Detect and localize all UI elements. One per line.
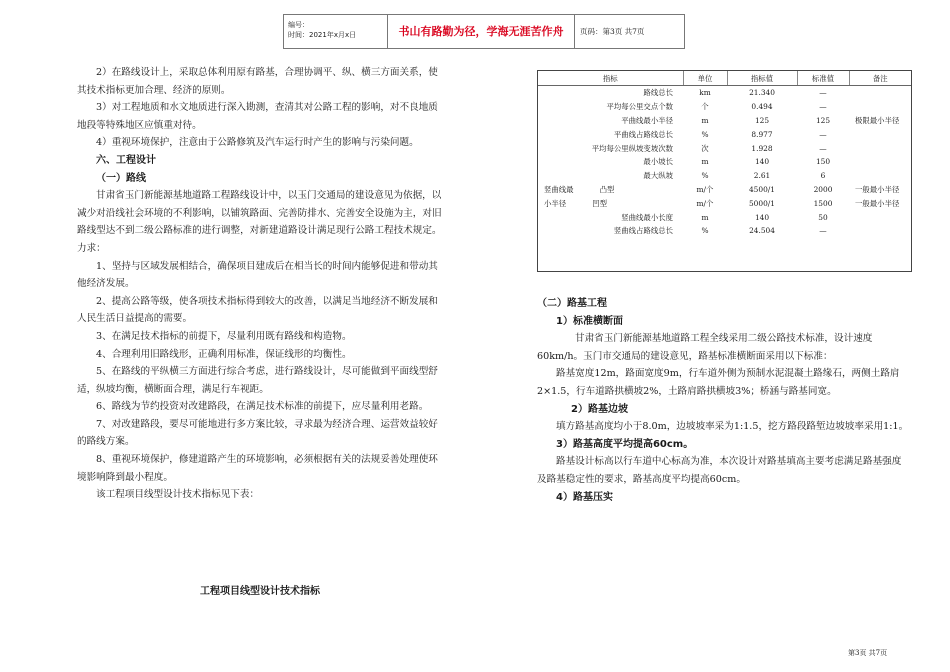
footer-page-number: 第3页 共7页: [848, 649, 888, 657]
paragraph: 5、在路线的平纵横三方面进行综合考虑，进行路线设计，尽可能做到平面线型舒适，纵坡均衡，横断面合理，满足行车视距。: [77, 366, 438, 395]
paragraph: 路基设计标高以行车道中心标高为准，本次设计对路基填高主要考虑满足路基强度及路基稳定性的要求，路基高度平均提高60cm。: [537, 456, 902, 485]
header-meta: [284, 15, 388, 48]
item-heading: 4）路基压实: [556, 491, 613, 503]
cell-value: 4500/1: [748, 184, 775, 194]
cell-value: 125: [754, 115, 770, 125]
spec-table: [537, 70, 912, 272]
cell-note: [849, 155, 911, 169]
cell-indicator: 路线总长: [643, 88, 673, 98]
paragraph: 该工程项目线型设计技术指标见下表：: [96, 489, 260, 501]
table-title: 工程项目线型设计技术指标: [200, 586, 320, 597]
table-row: [538, 210, 911, 224]
cell-unit: m/个: [696, 198, 714, 208]
item-heading: 2）路基边坡: [571, 403, 628, 415]
cell-note: [849, 224, 911, 238]
cell-indicator-sub: 凸型: [599, 184, 615, 194]
cell-standard: —: [819, 143, 827, 153]
cell-value: 2.61: [753, 171, 771, 181]
cell-value: 140: [754, 157, 770, 167]
header-time-label: 时间：2021年x月x日: [288, 31, 357, 39]
header-page-label: 页码：第3页 共7页: [580, 27, 645, 36]
table-row: [538, 86, 911, 100]
paragraph: 1、坚持与区域发展相结合，确保项目建成后在相当长的时间内能够促进和带动其他经济发展。: [77, 260, 438, 290]
cell-unit: %: [701, 226, 709, 236]
table-row: [538, 155, 911, 169]
paragraph: 3、在满足技术指标的前提下，尽量利用既有路线和构造物。: [96, 330, 352, 342]
table-row: [538, 100, 911, 114]
item-heading: 1）标准横断面: [556, 315, 623, 327]
cell-indicator: 平曲线占路线总长: [613, 129, 673, 139]
column-header: 标准值: [797, 71, 849, 86]
cell-standard: —: [819, 88, 827, 98]
cell-note: [849, 86, 911, 100]
header-number-label: 编号：: [288, 21, 309, 29]
cell-note: 一般最小半径: [855, 198, 900, 208]
subsection-heading: （一）路线: [96, 172, 146, 184]
column-header: 指标值: [727, 71, 797, 86]
cell-note: 一般最小半径: [855, 184, 900, 194]
table-row: [538, 169, 911, 183]
cell-note: [849, 210, 911, 224]
cell-note: [849, 141, 911, 155]
cell-indicator-main: 竖曲线最: [544, 184, 574, 194]
item-heading: 3）路基高度平均提高60cm。: [556, 438, 694, 450]
paragraph: 填方路基高度均小于8.0m，边坡坡率采为1:1.5，挖方路段路堑边坡坡率采用1:1。: [556, 421, 909, 433]
paragraph: 甘肃省玉门新能源基地道路工程全线采用二级公路技术标准，设计速度60km/h。玉门市交通局的建设意见，路基标准横断面采用以下标准：: [537, 333, 873, 362]
cell-unit: 个: [701, 102, 709, 112]
paragraph: 2）在路线设计上，采取总体利用原有路基，合理协调平、纵、横三方面关系，使其技术指标更加合理、经济的原则。: [77, 67, 438, 96]
column-header: 备注: [849, 71, 911, 86]
cell-indicator: 竖曲线最小长度: [621, 212, 673, 222]
cell-unit: km: [699, 88, 711, 98]
right-column: [537, 295, 910, 506]
cell-value: 140: [754, 212, 770, 222]
cell-indicator: 竖曲线占路线总长: [613, 226, 673, 236]
cell-unit: m: [701, 115, 709, 125]
cell-value: 0.494: [751, 102, 773, 112]
subsection-heading: （二）路基工程: [537, 298, 607, 309]
table-row: [538, 196, 911, 210]
cell-indicator-main: 小半径: [544, 198, 567, 208]
cell-unit: 次: [701, 143, 709, 153]
cell-indicator: 最小坡长: [643, 157, 673, 167]
cell-value: 24.504: [749, 226, 775, 236]
cell-note: 极限最小半径: [855, 115, 900, 125]
table-row: [538, 141, 911, 155]
cell-unit: %: [701, 129, 709, 139]
paragraph: 甘肃省玉门新能源基地道路工程路线设计中，以玉门交通局的建设意见为依据，以减少对沿线社会环境的不利影响，以铺筑路面、完善防排水、完善安全设施为主，对旧路线型达不到二级公路标准的进行调整，对新建道路设计满足现行公路工程技术规定。力求：: [77, 190, 442, 254]
paragraph: 3）对工程地质和水文地质进行深入勘测，查清其对公路工程的影响，对不良地质地段等特殊地区应慎重对待。: [77, 102, 438, 131]
cell-standard: 6: [820, 171, 826, 181]
cell-indicator: 最大纵坡: [643, 171, 673, 181]
cell-standard: —: [819, 129, 827, 139]
paragraph: 7、对改建路段，要尽可能地进行多方案比较，寻求最为经济合理、运营效益较好的路线方案。: [77, 418, 438, 448]
cell-unit: m: [701, 157, 709, 167]
header-motto: 书山有路勤为径，学海无涯苦作舟: [388, 15, 575, 48]
column-header: 单位: [683, 71, 727, 86]
cell-standard: 125: [815, 115, 831, 125]
cell-unit: m/个: [696, 184, 714, 194]
cell-unit: %: [701, 171, 709, 181]
left-column: [77, 64, 447, 504]
cell-value: 8.977: [751, 129, 773, 139]
cell-standard: 1500: [813, 198, 833, 208]
paragraph: 8、重视环境保护，修建道路产生的环境影响，必须根据有关的法规妥善处理使环境影响降到最小程度。: [77, 454, 438, 483]
cell-standard: —: [819, 102, 827, 112]
table-row: [538, 114, 911, 128]
cell-standard: 50: [818, 212, 828, 222]
column-header: 指标: [538, 71, 683, 86]
paragraph: 2、提高公路等级，使各项技术指标得到较大的改善，以满足当地经济不断发展和人民生活日益提高的需要。: [77, 295, 438, 325]
paragraph: 4、合理利用旧路线形，正确利用标准，保证线形的均衡性。: [96, 348, 352, 360]
table-row: [538, 224, 911, 238]
cell-indicator: 平曲线最小半径: [621, 115, 673, 125]
table-body: [538, 86, 911, 238]
paragraph: 4）重视环境保护，注意由于公路修筑及汽车运行时产生的影响与污染问题。: [96, 137, 419, 149]
cell-note: [849, 100, 911, 114]
cell-indicator: [538, 183, 683, 197]
table-header-row: [538, 71, 911, 86]
cell-note: [849, 127, 911, 141]
paragraph: 路基宽度12m，路面宽度9m，行车道外侧为预制水泥混凝土路缘石，两侧土路肩2×1.5，行车道路拱横坡2%，土路肩路拱横坡3%；桥涵与路基同宽。: [537, 368, 900, 397]
table-row: [538, 127, 911, 141]
cell-unit: m: [701, 212, 709, 222]
cell-standard: —: [819, 226, 827, 236]
cell-indicator: [538, 196, 683, 210]
cell-value: 21.340: [749, 88, 775, 98]
cell-value: 5000/1: [748, 198, 775, 208]
cell-indicator: 平均每公里纵坡变坡次数: [591, 143, 673, 153]
cell-standard: 150: [815, 157, 831, 167]
cell-standard: 2000: [813, 184, 833, 194]
cell-indicator-sub: 凹型: [592, 198, 607, 208]
section-heading: 六、工程设计: [96, 154, 156, 166]
cell-indicator: 平均每公里交点个数: [606, 102, 673, 112]
table-row: [538, 183, 911, 197]
paragraph: 6、路线为节约投资对改建路段，在满足技术标准的前提下，应尽量利用老路。: [96, 401, 429, 413]
cell-value: 1.928: [751, 143, 773, 153]
page-header: [283, 14, 685, 49]
cell-note: [849, 169, 911, 183]
